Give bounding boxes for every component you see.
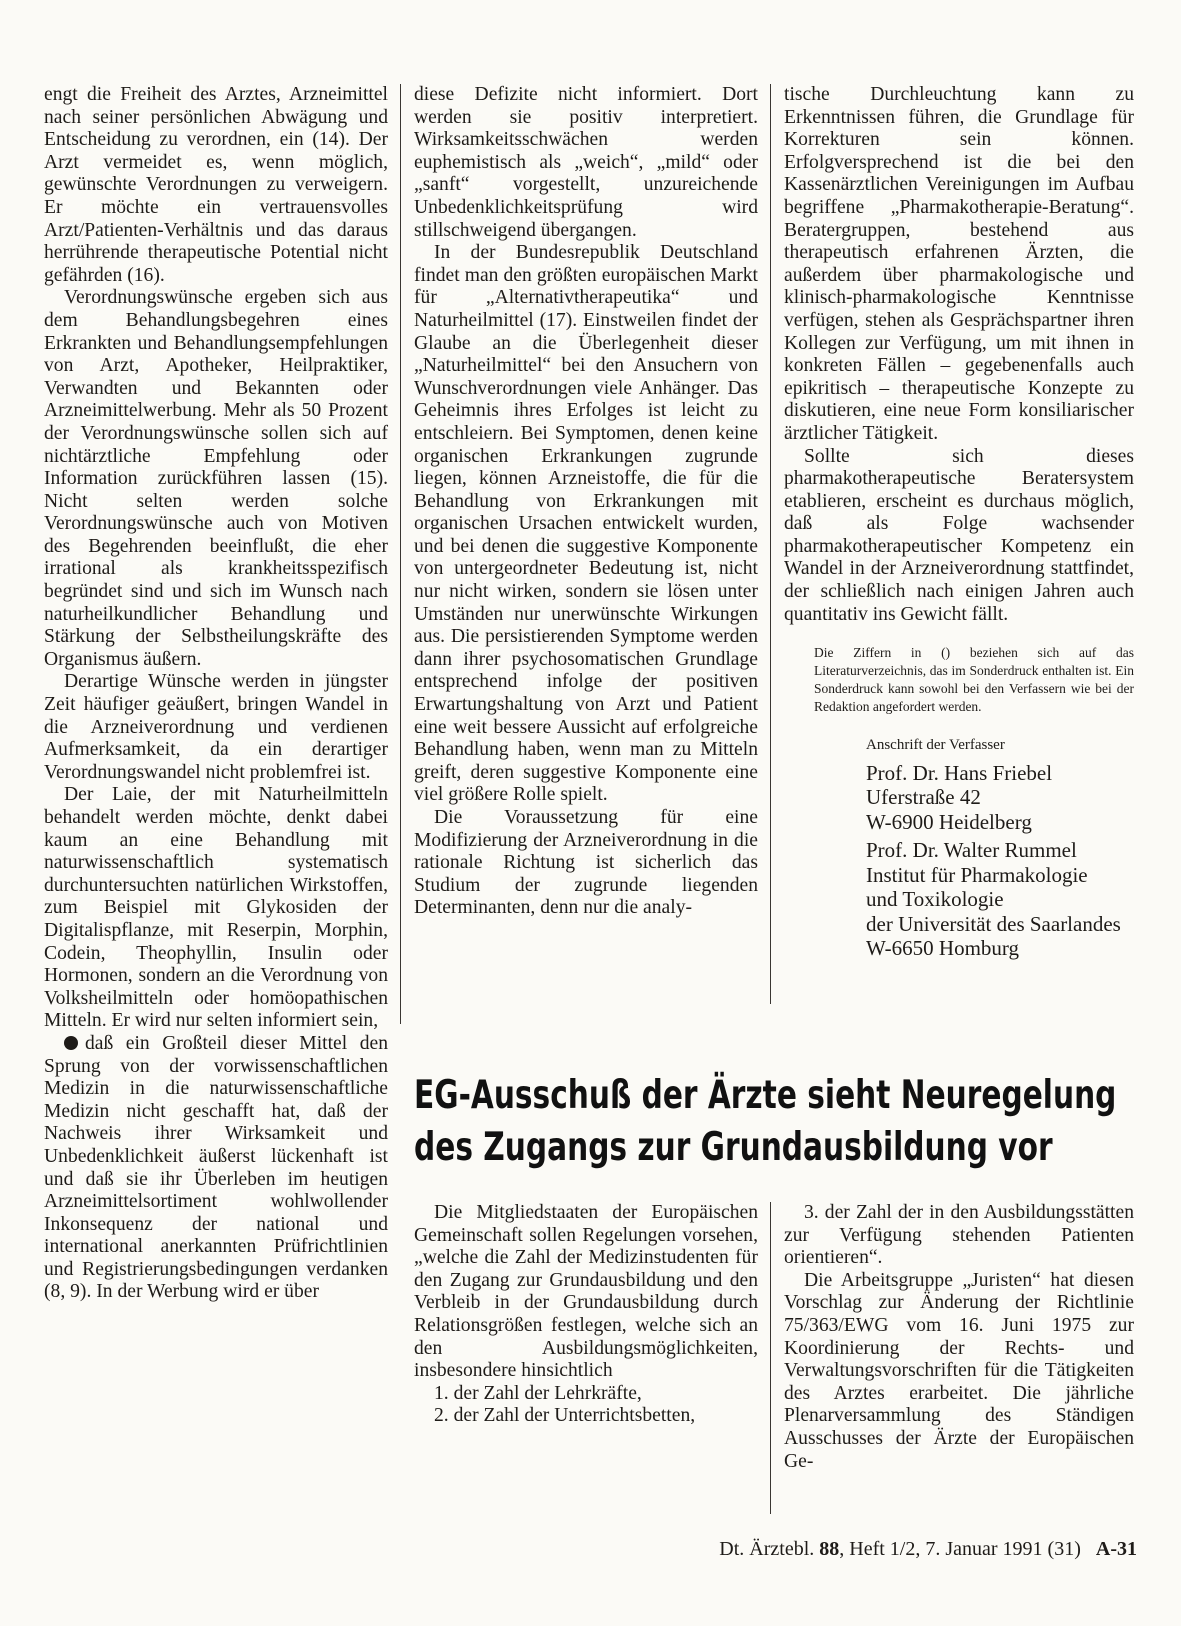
- reference-note: Die Ziffern in () beziehen sich auf das Literaturverzeichnis, das im Sonderdruck enthalten ist. Ein Sonderdruck kann sowohl bei den Verfassern wie bei der Redaktion angefordert werden.: [814, 645, 1134, 715]
- bullet-paragraph: [44, 1033, 388, 1304]
- address-line: Institut für Pharmakologie: [866, 862, 1088, 887]
- column-3: [784, 84, 1134, 961]
- paragraph: diese Defizite nicht informiert. Dort werden sie positiv interpretiert. Wirksamkeitsschwächen werden euphemistisch als „weich“, „mild“ oder „sanft“ vorgestellt, unzureichende Unbedenklichkeitsprüfung wird stillschweigend übergangen.: [414, 84, 758, 241]
- headline-line: EG-Ausschuß der Ärzte sieht Neuregelung: [414, 1073, 1117, 1118]
- page-number: A-31: [1095, 1538, 1137, 1560]
- list-item: 3. der Zahl der in den Ausbildungsstätten zur Verfügung stehenden Patienten orientieren“.: [784, 1202, 1134, 1269]
- volume-number: 88: [819, 1538, 840, 1560]
- article-column-2: [784, 1202, 1134, 1473]
- journal-name: Dt. Ärztebl.: [719, 1538, 815, 1560]
- paragraph: Die Arbeitsgruppe „Juristen“ hat diesen Vorschlag zur Änderung der Richtlinie 75/363/EWG vom 16. Juni 1975 zur Koordinierung der Rechts- und Verwaltungsvorschriften für die Tätigkeiten des Arztes erarbeitet. Die jährliche Plenarversammlung des Ständigen Ausschusses der Ärzte der Europäischen Ge-: [784, 1269, 1134, 1472]
- address-line: der Universität des Saarlandes: [866, 911, 1121, 936]
- column-1: [44, 84, 388, 1304]
- column-2: [414, 84, 758, 920]
- list-item: 1. der Zahl der Lehrkräfte,: [434, 1382, 642, 1404]
- address-line: W-6900 Heidelberg: [866, 809, 1032, 834]
- column-divider: [770, 84, 771, 1004]
- column-divider: [400, 84, 401, 1024]
- issue-info: , Heft 1/2, 7. Januar 1991 (31): [839, 1538, 1081, 1560]
- bullet-icon: [64, 1036, 78, 1050]
- paragraph: tische Durchleuchtung kann zu Erkenntnissen führen, die Grundlage für Korrekturen sein können. Erfolgversprechend ist die bei den Kassenärztlichen Vereinigungen im Aufbau begriffene „Pharmakotherapie-Beratung“. Beratergruppen, bestehend aus therapeutisch erfahrenen Ärzten, die außerdem über pharmakologische und klinisch-pharmakologische Kenntnisse verfügen, stehen als Gesprächspartner ihren Kollegen zur Verfügung, um mit ihnen in konkreten Fällen – gegebenenfalls auch epikritisch – therapeutische Konzepte zu diskutieren, eine neue Form konsiliarischer ärztlicher Tätigkeit.: [784, 84, 1134, 444]
- address-line: W-6650 Homburg: [866, 936, 1020, 961]
- paragraph: engt die Freiheit des Arztes, Arzneimittel nach seiner persönlichen Abwägung und Entscheidung zu verordnen, ein (14). Der Arzt vermeidet es, wenn möglich, gewünschte Verordnungen zu verweigern. Er möchte ein vertrauensvolles Arzt/Patienten-Verhältnis und das daraus herrührende therapeutische Potential nicht gefährden (16).: [44, 84, 388, 286]
- paragraph: Die Mitgliedstaaten der Europäischen Gemeinschaft sollen Regelungen vorsehen, „welche die Zahl der Medizinstudenten für den Zugang zur Grundausbildung und den Verbleib in der Grundausbildung durch Relationsgrößen festlegen, welche sich an den Ausbildungsmöglichkeiten, insbesondere hinsichtlich: [414, 1202, 758, 1382]
- address-line: Prof. Dr. Walter Rummel: [866, 838, 1077, 863]
- bullet-text: daß ein Großteil dieser Mittel den Sprung von der vorwissenschaftlichen Medizin in die naturwissenschaftliche Medizin nicht geschafft hat, daß der Nachweis ihrer Wirksamkeit und Unbedenklichkeit äußerst lückenhaft ist und daß sie ihr Überleben im heutigen Arzneimittelsortiment wohlwollender Inkonsequenz der national und international anerkannten Prüfrichtlinien und Registrierungsbedingungen verdanken (8, 9). In der Werbung wird er über: [44, 1032, 388, 1303]
- address-line: Uferstraße 42: [866, 785, 981, 810]
- article-headline: [414, 1070, 1117, 1174]
- address-line: Prof. Dr. Hans Friebel: [866, 760, 1053, 785]
- address-title: Anschrift der Verfasser: [866, 737, 1005, 754]
- paragraph: In der Bundesrepublik Deutschland findet man den größten europäischen Markt für „Alternativtherapeutika“ und Naturheilmittel (17). Einstweilen findet der Glaube an die Überlegenheit dieser „Naturheilmittel“ bei den Ansuchern von Wunschverordnungen viele Anhänger. Das Geheimnis ihres Erfolges ist leicht zu entschleiern. Bei Symptomen, denen keine organischen Erkrankungen zugrunde liegen, können Arzneistoffe, die für die Behandlung von Erkrankungen mit organischen Ursachen entwickelt wurden, und bei denen die suggestive Komponente von untergeordneter Bedeutung ist, nicht nur nicht wirken, sondern sie lösen unter Umständen nur unerwünschte Wirkungen aus. Die persistierenden Symptome werden dann ihrer psychosomatischen Grundlage entsprechend infolge der positiven Erwartungshaltung von Arzt und Patient eine weit bessere Aussicht auf erfolgreiche Behandlung haben, wenn man zu Mitteln greift, deren suggestive Komponente eine viel größere Rolle spielt.: [414, 242, 758, 806]
- address-line: und Toxikologie: [866, 887, 1004, 912]
- paragraph: Der Laie, der mit Naturheilmitteln behandelt werden möchte, denkt dabei kaum an eine Behandlung mit naturwissenschaftlich systematisch durchuntersuchten natürlichen Wirkstoffen, zum Beispiel mit Glykosiden der Digitalispflanze, mit Reserpin, Morphin, Codein, Theophyllin, Insulin oder Hormonen, sondern an die Verordnung von Volksheilmitteln oder homöopathischen Mitteln. Er wird nur selten informiert sein,: [44, 784, 388, 1032]
- column-divider: [770, 1202, 771, 1514]
- page-footer: [719, 1538, 1137, 1561]
- headline-line: des Zugangs zur Grundausbildung vor: [414, 1125, 1053, 1170]
- paragraph: Verordnungswünsche ergeben sich aus dem Behandlungsbegehren eines Erkrankten und Behandlungsempfehlungen von Arzt, Apotheker, Heilpraktiker, Verwandten und Bekannten oder Arzneimittelwerbung. Mehr als 50 Prozent der Verordnungswünsche sollen sich auf nichtärztliche Empfehlung oder Information zurückführen lassen (15). Nicht selten werden solche Verordnungswünsche auch von Motiven des Begehrenden beeinflußt, die eher irrational als krankheitsspezifisch begründet sind und sich im Wunsch nach naturheilkundlicher Behandlung und Stärkung der Selbstheilungskräfte des Organismus äußern.: [44, 287, 388, 670]
- author-address: [866, 761, 1134, 961]
- paragraph: Sollte sich dieses pharmakotherapeutische Beratersystem etablieren, erscheint es durchaus möglich, daß als Folge wachsender pharmakotherapeutischer Kompetenz ein Wandel in der Arzneiverordnung stattfindet, der schließlich nach einigen Jahren auch quantitativ ins Gewicht fällt.: [784, 445, 1134, 625]
- list-item: 2. der Zahl der Unterrichtsbetten,: [434, 1405, 696, 1427]
- paragraph: Derartige Wünsche werden in jüngster Zeit häufiger geäußert, bringen Wandel in die Arzneiverordnung und verdienen Aufmerksamkeit, da ein derartiger Verordnungswandel nicht problemfrei ist.: [44, 671, 388, 783]
- article-column-1: [414, 1202, 758, 1428]
- paragraph: Die Voraussetzung für eine Modifizierung der Arzneiverordnung in die rationale Richtung ist sicherlich das Studium der zugrunde liegenden Determinanten, denn nur die analy-: [414, 807, 758, 919]
